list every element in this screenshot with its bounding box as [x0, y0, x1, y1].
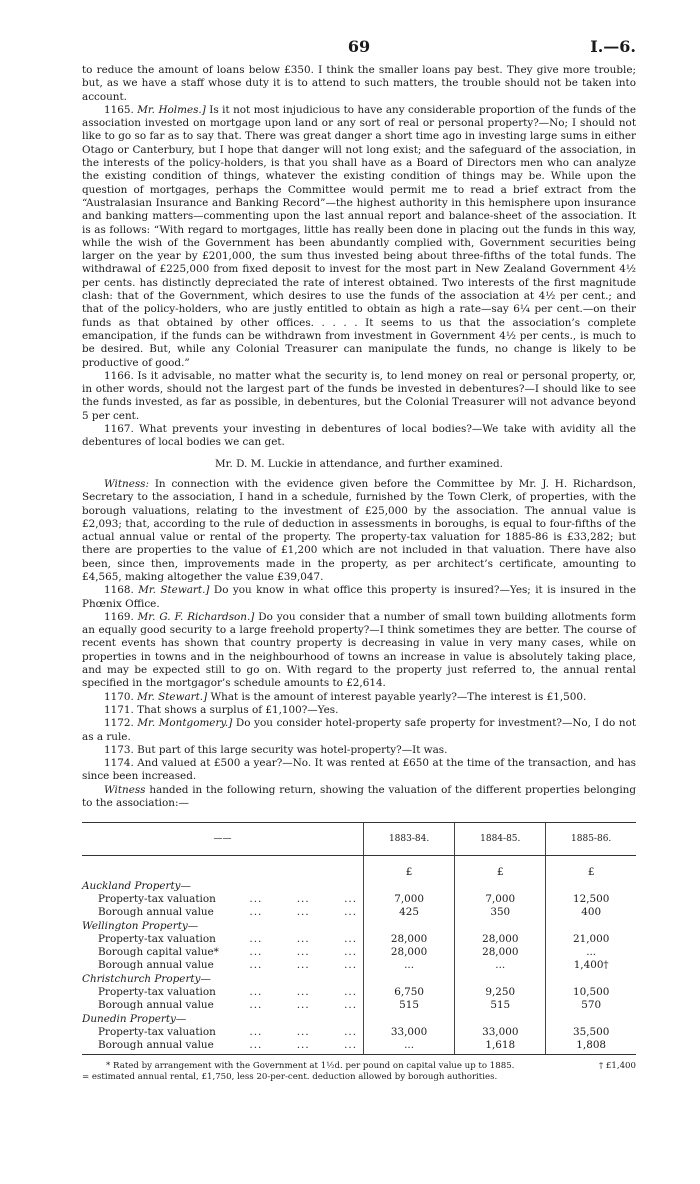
value-cell: 1,618 [455, 1039, 546, 1055]
leader-dots: ... ... ... [249, 892, 357, 905]
leader-dots: ... ... ... [249, 1039, 357, 1052]
column-header: 1884-85. [455, 823, 546, 856]
row-label-wrap [98, 999, 363, 1012]
row-label: Borough annual value [98, 906, 214, 919]
value-cell: 33,000 [364, 1026, 455, 1039]
group-row [82, 973, 636, 986]
empty-cell [364, 973, 455, 986]
leader-dots: ... ... ... [249, 959, 357, 972]
row-label-wrap [98, 1039, 363, 1052]
spacer-row [82, 856, 636, 867]
value-cell: 425 [364, 906, 455, 919]
paragraph-text: But part of this large security was hotel-property?—It was. [137, 743, 448, 756]
paragraph-text: Do you know in what office this property is insured?—Yes; it is insured in the Phœnix Office. [82, 584, 636, 610]
spacer-cell [82, 856, 364, 867]
row-label: Borough annual value [98, 999, 214, 1012]
question-number: 1167. [104, 423, 134, 436]
paragraph-p1166 [82, 370, 636, 423]
table-row [82, 946, 636, 959]
paragraph-p1173 [82, 744, 636, 757]
paragraph-text: That shows a surplus of £1,100?—Yes. [137, 703, 339, 716]
question-number: 1168. [104, 584, 134, 597]
speaker: Witness: [104, 477, 150, 490]
speaker: Witness [104, 783, 146, 796]
row-label-cell [82, 999, 364, 1012]
paragraph-text: Is it advisable, no matter what the security is, to lend money on real or personal property, or, in other words, should not the largest part of the funds be invested in debentures?—I should like to see the funds invested, as far as possible, in debentures, but the Colonial Treasurer will not advance beyond 5 per cent. [82, 369, 636, 422]
value-cell: ... [364, 1039, 455, 1055]
paragraph-text: Do you consider hotel-property safe property for investment?—No, I do not as a rule. [82, 717, 637, 743]
paragraph-text: What is the amount of interest payable yearly?—The interest is £1,500. [207, 690, 587, 703]
table-row [82, 959, 636, 972]
unit-cell: £ [546, 866, 636, 879]
value-cell: 570 [546, 999, 636, 1012]
value-cell: 1,808 [546, 1039, 636, 1055]
leader-dots: ... ... ... [249, 932, 357, 945]
row-label-wrap [98, 906, 363, 919]
question-number: 1165. [104, 103, 134, 116]
value-cell: 7,000 [455, 893, 546, 906]
group-row [82, 920, 636, 933]
empty-cell [455, 1013, 546, 1026]
table-row [82, 1039, 636, 1055]
value-cell: 9,250 [455, 986, 546, 999]
footnote-row [82, 1061, 636, 1072]
row-label: Property-tax valuation [98, 932, 216, 945]
paragraph-p1167 [82, 423, 636, 450]
paragraph-p1170 [82, 691, 636, 704]
empty-cell [364, 880, 455, 893]
property-name: Auckland Property— [82, 879, 191, 892]
page-number: 69 [347, 37, 371, 56]
row-label-cell [82, 986, 364, 999]
value-cell: 6,750 [364, 986, 455, 999]
question-number: 1174. [104, 757, 134, 770]
paragraph-p0 [82, 64, 636, 104]
value-cell: 400 [546, 906, 636, 919]
leader-dots: ... ... ... [249, 986, 357, 998]
table-row [82, 999, 636, 1012]
row-label-wrap [98, 933, 363, 946]
unit-cell: £ [364, 866, 455, 879]
row-label-cell [82, 959, 364, 972]
document-reference: I.—6. [590, 37, 636, 56]
row-label-wrap [98, 959, 363, 972]
empty-cell [546, 880, 636, 893]
spacer-cell [364, 856, 455, 867]
paragraph-pret [82, 784, 636, 811]
value-cell: 28,000 [455, 933, 546, 946]
question-number: 1172. [104, 717, 134, 730]
speaker: Mr. G. F. Richardson.] [137, 610, 255, 623]
row-label-wrap [98, 946, 363, 959]
footnote-star: * Rated by arrangement with the Government at 1½d. per pound on capital value up to 1885. [106, 1061, 515, 1072]
empty-cell [364, 1013, 455, 1026]
group-row [82, 1013, 636, 1026]
row-label: Property-tax valuation [98, 1025, 216, 1038]
row-label: Property-tax valuation [98, 986, 216, 998]
value-cell: 1,400† [546, 959, 636, 972]
column-header: 1883-84. [364, 823, 455, 856]
value-cell: 350 [455, 906, 546, 919]
table-row [82, 986, 636, 999]
paragraph-pw [82, 478, 636, 584]
value-cell: 515 [455, 999, 546, 1012]
value-cell: 28,000 [364, 946, 455, 959]
paragraph-text: to reduce the amount of loans below £350. I think the smaller loans pay best. They give more trouble; but, as we have a staff whose duty it is to attend to such matters, the trouble should not be taken into account. [82, 64, 636, 103]
paragraph-p1169 [82, 611, 636, 691]
question-number: 1173. [104, 743, 134, 756]
value-cell: ... [546, 946, 636, 959]
value-cell: 7,000 [364, 893, 455, 906]
row-label-cell [82, 1026, 364, 1039]
paragraph-text: And valued at £500 a year?—No. It was rented at £650 at the time of the transaction, and has since been increased. [82, 757, 636, 783]
page-header [82, 37, 636, 64]
row-label-cell [82, 933, 364, 946]
paragraph-text: Do you consider that a number of small town building allotments form an equally good security to a large freehold property?—I think sometimes they are better. The course of recent events has shown that country property is decreasing in value in very many cases, while on properties in towns and in the neighbourhood of towns an increase in value is absolutely taking place, and may be expected still to go on. With regard to the property just referred to, the annual rental specified in the mortgagor’s schedule amounts to £2,614. [82, 610, 636, 690]
table-row [82, 893, 636, 906]
value-cell: 28,000 [455, 946, 546, 959]
paragraph-text: In connection with the evidence given before the Committee by Mr. J. H. Richardson, Secretary to the association, I hand in a schedule, furnished by the Town Clerk, of properties, with the borough valuations, relating to the investment of £25,000 by the association. The annual value is £2,093; that, according to the rule of deduction in assessments in boroughs, is equal to four-fifths of the actual annual value or rental of the property. The property-tax valuation for 1885-86 is £33,282; but there are properties to the value of £1,200 which are not included in that valuation. There have also been, since then, improvements made in the property, as per architect’s certificate, amounting to £4,565, making altogether the value £39,047. [82, 477, 636, 583]
spacer-cell [455, 856, 546, 867]
row-label: Borough annual value [98, 1039, 214, 1052]
value-cell: 10,500 [546, 986, 636, 999]
table-body [82, 856, 636, 1055]
value-cell: 21,000 [546, 933, 636, 946]
property-name: Wellington Property— [82, 919, 199, 932]
table-row [82, 906, 636, 919]
paragraph-p1172 [82, 717, 636, 744]
value-cell: 28,000 [364, 933, 455, 946]
column-header: 1885-86. [546, 823, 636, 856]
question-number: 1169. [104, 610, 134, 623]
paragraph-text: handed in the following return, showing the valuation of the different properties belonging to the association:— [82, 783, 636, 810]
leader-dots: ... ... ... [249, 1025, 357, 1038]
question-number: 1170. [104, 690, 134, 703]
value-cell: 12,500 [546, 893, 636, 906]
body-text [82, 64, 636, 450]
unit-cell: £ [455, 866, 546, 879]
valuation-return-table [82, 822, 636, 1055]
speaker: Mr. Stewart.] [137, 690, 208, 703]
empty-cell [546, 1013, 636, 1026]
row-label-cell [82, 893, 364, 906]
leader-dots: ... ... ... [249, 906, 357, 919]
paragraph-p1165 [82, 104, 636, 370]
question-number: 1166. [104, 369, 134, 382]
question-number: 1171. [104, 703, 134, 716]
speaker: Mr. Holmes.] [137, 103, 206, 116]
value-cell: ... [455, 959, 546, 972]
paragraph-p1171 [82, 704, 636, 717]
footnote-dagger: † £1,400 [598, 1061, 636, 1072]
row-label-wrap [98, 986, 363, 999]
empty-cell [546, 920, 636, 933]
empty-cell [364, 920, 455, 933]
units-label [82, 866, 364, 879]
row-label: Borough capital value* [98, 946, 219, 959]
row-label-wrap [98, 893, 363, 906]
footnotes [82, 1061, 636, 1083]
leader-dots: ... ... ... [249, 999, 357, 1012]
paragraph-p1174 [82, 757, 636, 784]
empty-cell [455, 880, 546, 893]
row-label-cell [82, 906, 364, 919]
speaker: Mr. Stewart.] [138, 584, 210, 597]
property-name: Christchurch Property— [82, 972, 211, 985]
footnote-continuation: = estimated annual rental, £1,750, less 20-per-cent. deduction allowed by borough authorities. [82, 1072, 498, 1083]
empty-cell [546, 973, 636, 986]
value-cell: 515 [364, 999, 455, 1012]
empty-cell [455, 920, 546, 933]
paragraph-text: What prevents your investing in debentures of local bodies?—We take with avidity all the debentures of local bodies we can get. [82, 423, 636, 449]
body-text-continued [82, 478, 636, 810]
value-cell: ... [364, 959, 455, 972]
row-label: Borough annual value [98, 959, 214, 972]
row-label-wrap [98, 1026, 363, 1039]
units-row [82, 866, 636, 879]
paragraph-p1168 [82, 584, 636, 611]
table-header-blank: —— [82, 823, 364, 856]
empty-cell [455, 973, 546, 986]
spacer-cell [546, 856, 636, 867]
value-cell: 33,000 [455, 1026, 546, 1039]
leader-dots: ... ... ... [249, 946, 357, 959]
row-label-cell [82, 946, 364, 959]
paragraph-text: Is it not most injudicious to have any considerable proportion of the funds of the association invested on mortgage upon land or any sort of real or personal property?—No; I should not like to go so far as to say that. There was great danger a short time ago in investing large sums in either Otago or Canterbury, but I hope that danger will not long exist; and the safeguard of the association, in the interests of the policy-holders, is that you shall have as a Board of Directors men who can analyze the existing condition of things, whatever the existing condition of things may be. While upon the question of mortgages, perhaps the Committee would permit me to read a brief extract from the “Australasian Insurance and Banking Record”—the highest authority in this hemisphere upon insurance and banking matters—commenting upon the last annual report and balance-sheet of the association. It is as follows: “With regard to mortgages, little has really been done in placing out the funds in this way, while the wish of the Government has been abundantly complied with, Government securities being larger on the year by £201,000, the sum thus invested being about three-fifths of the total funds. The withdrawal of £225,000 from fixed deposit to invest for the most part in New Zealand Government 4½ per cents. has distinctly depreciated the rate of interest obtained. Two interests of the first magnitude clash: that of the Government, which desires to use the funds of the association at 4½ per cent.; and that of the policy-holders, who are justly entitled to obtain as high a rate—say 6¼ per cent.—on their funds as that obtained by other offices. . . . . It seems to us that the association’s complete emancipation, if the funds can be withdrawn from investment in Government 4½ per cents., is much to be desired. But, while any Colonial Treasurer can manipulate the funds, no change is likely to be productive of good.” [82, 103, 636, 369]
table-row [82, 933, 636, 946]
speaker: Mr. Montgomery.] [137, 717, 233, 730]
value-cell: 35,500 [546, 1026, 636, 1039]
row-label: Property-tax valuation [98, 892, 216, 905]
group-row [82, 880, 636, 893]
table-row [82, 1026, 636, 1039]
property-name: Dunedin Property— [82, 1012, 187, 1025]
row-label-cell [82, 1039, 364, 1055]
section-heading: Mr. D. M. Luckie in attendance, and further examined. [215, 457, 503, 470]
